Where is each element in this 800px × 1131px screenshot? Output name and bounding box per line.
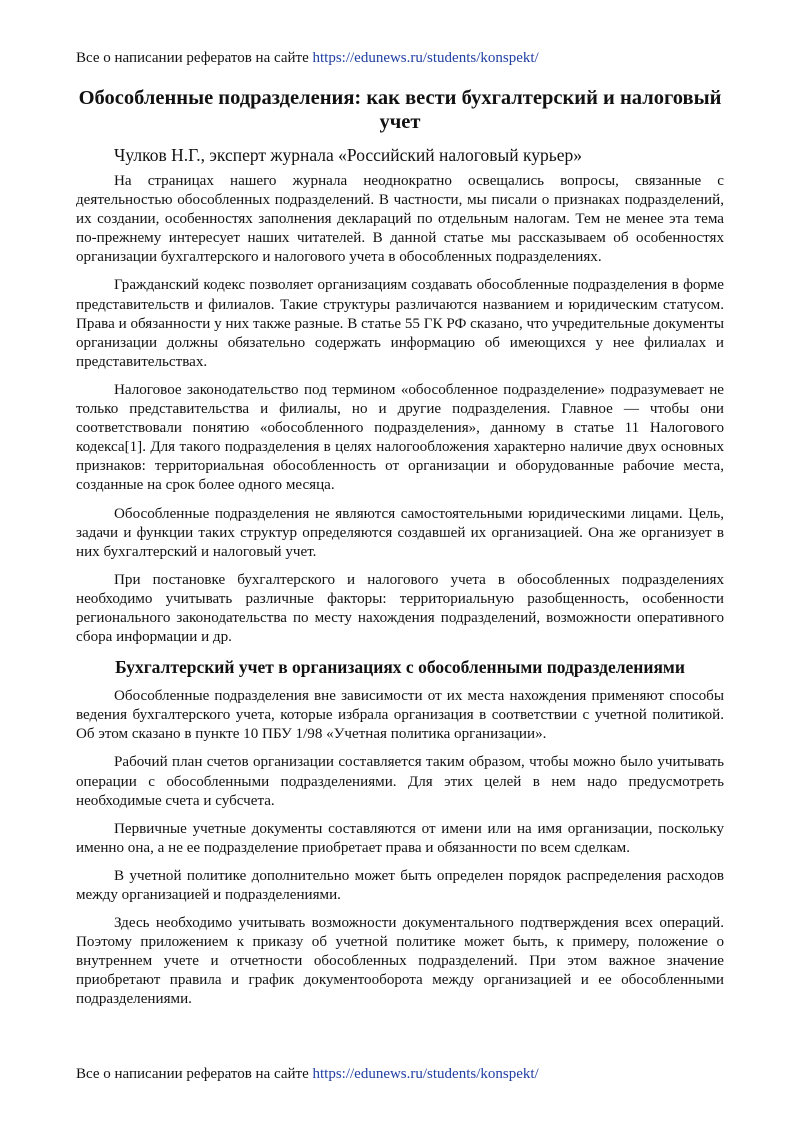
footer-text: Все о написании рефератов на сайте: [76, 1066, 313, 1082]
paragraph: Гражданский кодекс позволяет организациям создавать обособленные подразделения в форме представительств и филиалов. Такие структуры различаются названием и юридическим статусом. Права и обязанности у них также разные. В статье 55 ГК РФ сказано, что учредительные документы организации должны обязательно содержать информацию об имеющихся у нее филиалах и представительствах.: [76, 277, 724, 370]
header-site-link[interactable]: https://edunews.ru/students/konspekt/: [312, 50, 539, 66]
page-header: [76, 49, 539, 67]
header-text: Все о написании рефератов на сайте: [76, 50, 313, 66]
paragraph: Рабочий план счетов организации составляется таким образом, чтобы можно было учитывать операции с обособленными подразделениями. Для этих целей в нем надо предусмотреть необходимые счета и субсчета.: [76, 754, 724, 809]
paragraph: Налоговое законодательство под термином «обособленное подразделение» подразумевает не только представительства и филиалы, но и другие подразделения. Главное — чтобы они соответствовали понятию «обособленного подразделения», данному в статье 11 Налогового кодекса[1]. Для такого подразделения в целях налогообложения характерно наличие двух основных признаков: территориальная обособленность от организации и оборудованные рабочие места, созданные на срок более одного месяца.: [76, 381, 724, 494]
paragraph: При постановке бухгалтерского и налогового учета в обособленных подразделениях необходимо учитывать различные факторы: территориальную разобщенность, особенности регионального законодательства по месту нахождения подразделений, возможности оперативного сбора информации и др.: [76, 571, 724, 646]
document-body: [76, 172, 724, 1019]
paragraph: Первичные учетные документы составляются от имени или на имя организации, поскольку именно она, а не ее подразделение приобретает права и обязанности по всем сделкам.: [76, 820, 724, 856]
footer-site-link[interactable]: https://edunews.ru/students/konspekt/: [312, 1066, 539, 1082]
document-author: Чулков Н.Г., эксперт журнала «Российский налоговый курьер»: [114, 145, 583, 165]
paragraph: Обособленные подразделения не являются самостоятельными юридическими лицами. Цель, задачи и функции таких структур определяются создавшей их организацией. Она же организует в них бухгалтерский и налоговый учет.: [76, 505, 724, 560]
paragraph: В учетной политике дополнительно может быть определен порядок распределения расходов между организацией и подразделениями.: [76, 867, 724, 903]
page-footer: [76, 1065, 539, 1083]
paragraph: На страницах нашего журнала неоднократно освещались вопросы, связанные с деятельностью обособленных подразделений. В частности, мы писали о признаках подразделений, их создании, особенностях заполнения деклараций по отдельным налогам. Тем не менее эта тема по-прежнему интересует наших читателей. В данной статье мы рассказываем об особенностях организации бухгалтерского и налогового учета в обособленных подразделениях.: [76, 173, 724, 266]
document-title: Обособленные подразделения: как вести бухгалтерский и налоговый учет: [78, 87, 722, 133]
paragraph: Обособленные подразделения вне зависимости от их места нахождения применяют способы ведения бухгалтерского учета, которые избрала организация в соответствии с учетной политикой. Об этом сказано в пункте 10 ПБУ 1/98 «Учетная политика организации».: [76, 688, 724, 743]
paragraph: Здесь необходимо учитывать возможности документального подтверждения всех операций. Поэтому приложением к приказу об учетной политике может быть, к примеру, положение о внутреннем учете и отчетности обособленных подразделений. При этом важное значение приобретают правила и график документооборота между организацией и ее обособленными подразделениями.: [76, 915, 724, 1008]
section-heading: Бухгалтерский учет в организациях с обособленными подразделениями: [115, 657, 685, 678]
